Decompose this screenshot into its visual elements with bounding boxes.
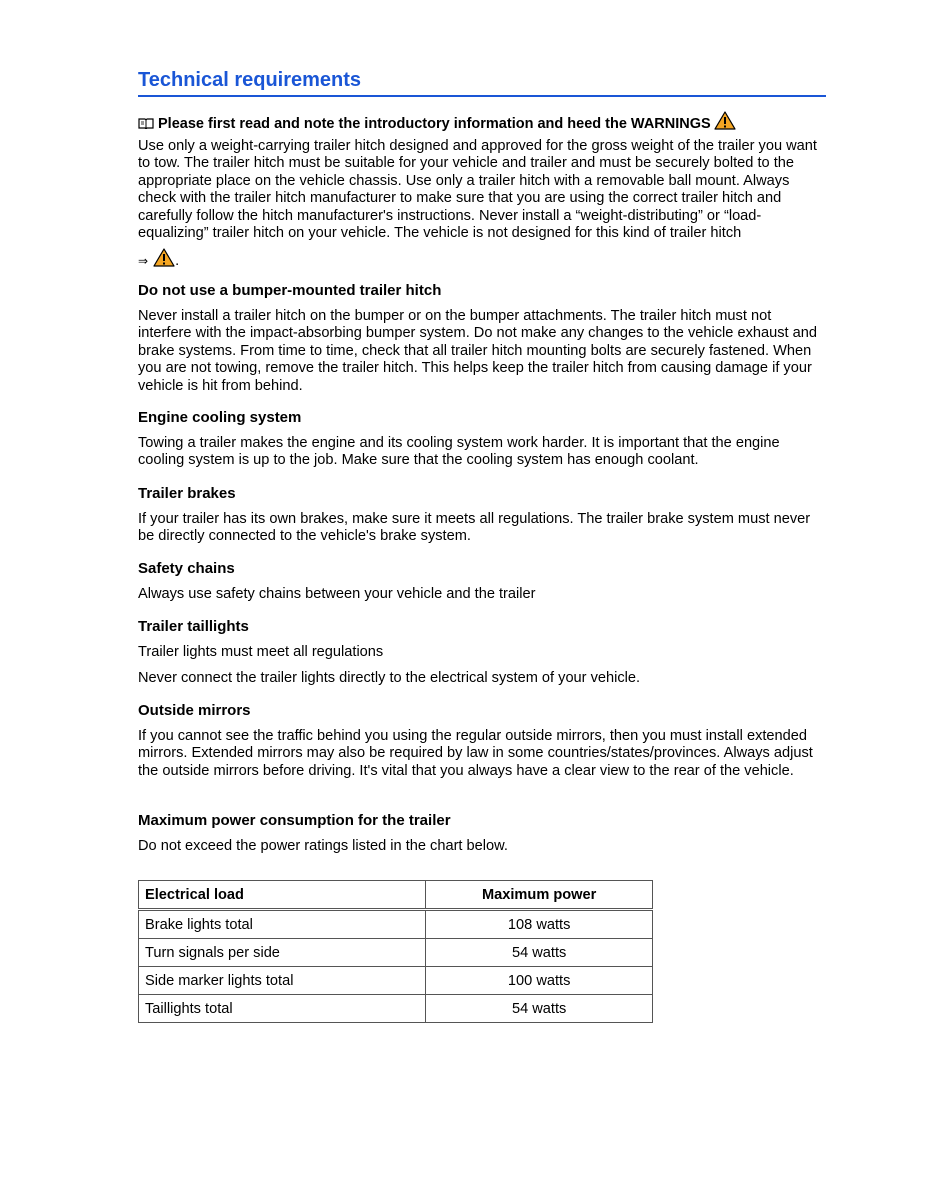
warning-triangle-icon[interactable] bbox=[153, 248, 175, 267]
column-header-maximum-power: Maximum power bbox=[426, 881, 653, 910]
heading-trailer-brakes: Trailer brakes bbox=[138, 485, 236, 502]
power-table bbox=[138, 880, 653, 1023]
heading-engine-cooling: Engine cooling system bbox=[138, 409, 302, 426]
hitch-requirements-text: Use only a weight-carrying trailer hitch designed and approved for the gross weight of the trailer you want to tow. The trailer hitch must be suitable for your vehicle and trailer and must be securely bolted to the appropriate place on the vehicle chassis. Use only a trailer hitch with a removable ball mount. Always check with the trailer hitch manufacturer to make sure that you are using the correct trailer hitch and carefully follow the hitch manufacturer's instructions. Never install a “weight-distributing” or “load-equalizing” trailer hitch on your vehicle. The vehicle is not designed for this kind of trailer hitch bbox=[138, 138, 817, 242]
arrow-right-icon: ⇒ bbox=[138, 254, 149, 269]
warning-triangle-icon[interactable] bbox=[714, 111, 736, 130]
table-cell-load: Turn signals per side bbox=[139, 939, 426, 967]
column-header-electrical-load: Electrical load bbox=[139, 881, 426, 910]
book-icon bbox=[138, 117, 154, 129]
engine-cooling-text: Towing a trailer makes the engine and its cooling system work harder. It is important that the engine cooling system is up to the job. Make sure that the cooling system has enough coolant. bbox=[138, 435, 780, 469]
table-cell-load: Brake lights total bbox=[139, 910, 426, 939]
heading-bumper-hitch: Do not use a bumper-mounted trailer hitch bbox=[138, 282, 442, 299]
table-cell-load: Side marker lights total bbox=[139, 967, 426, 995]
trailer-taillights-text-1: Trailer lights must meet all regulations bbox=[138, 644, 384, 660]
intro-note bbox=[138, 111, 826, 134]
heading-outside-mirrors: Outside mirrors bbox=[138, 702, 251, 719]
outside-mirrors-text: If you cannot see the traffic behind you using the regular outside mirrors, then you must install extended mirrors. Extended mirrors may also be required by law in some countries/states/provinces. Always adjust the outside mirrors before driving. It's vital that you always have a clear view to the rear of the vehicle. bbox=[138, 728, 813, 779]
period-text: . bbox=[175, 253, 180, 270]
table-cell-power: 54 watts bbox=[426, 939, 653, 967]
page-title: Technical requirements bbox=[138, 68, 826, 97]
table-header-row bbox=[139, 881, 653, 910]
table-cell-power: 100 watts bbox=[426, 967, 653, 995]
table-cell-power: 108 watts bbox=[426, 910, 653, 939]
max-power-text: Do not exceed the power ratings listed in the chart below. bbox=[138, 838, 508, 854]
warning-reference bbox=[138, 248, 826, 270]
heading-max-power: Maximum power consumption for the trailer bbox=[138, 812, 451, 829]
section-hitch-requirements bbox=[138, 138, 826, 271]
table-row bbox=[139, 967, 653, 995]
trailer-brakes-text: If your trailer has its own brakes, make sure it meets all regulations. The trailer brake system must never be directly connected to the vehicle's brake system. bbox=[138, 511, 811, 545]
heading-trailer-taillights: Trailer taillights bbox=[138, 618, 249, 635]
table-row bbox=[139, 995, 653, 1023]
table-row bbox=[139, 910, 653, 939]
heading-safety-chains: Safety chains bbox=[138, 560, 235, 577]
trailer-taillights-text-2: Never connect the trailer lights directly to the electrical system of your vehicle. bbox=[138, 670, 641, 686]
table-cell-power: 54 watts bbox=[426, 995, 653, 1023]
intro-text: Please first read and note the introductory information and heed the WARNINGS bbox=[158, 116, 711, 132]
safety-chains-text: Always use safety chains between your vehicle and the trailer bbox=[138, 586, 536, 602]
bumper-hitch-text: Never install a trailer hitch on the bumper or on the bumper attachments. The trailer hitch must not interfere with the impact-absorbing bumper system. Do not make any changes to the vehicle exhaust and brake systems. From time to time, check that all trailer hitch mounting bolts are securely fastened. When you are not towing, remove the trailer hitch. This helps keep the trailer hitch from causing damage if your vehicle is hit from behind. bbox=[138, 308, 817, 394]
table-cell-load: Taillights total bbox=[139, 995, 426, 1023]
table-row bbox=[139, 939, 653, 967]
